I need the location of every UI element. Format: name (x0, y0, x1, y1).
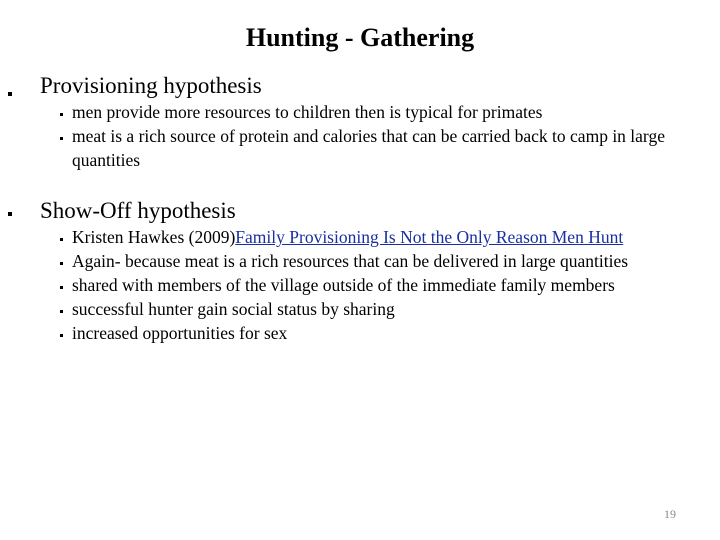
slide-title: Hunting - Gathering (245, 23, 475, 52)
item-bullet (60, 238, 63, 241)
list-item: meat is a rich source of protein and calories that can be carried back to camp in large quantities (72, 126, 665, 170)
citation-author: Kristen Hawkes (2009) (72, 227, 236, 247)
page-number: 19 (664, 507, 676, 521)
list-item: successful hunter gain social status by sharing (72, 299, 395, 319)
section-bullet (8, 92, 12, 96)
item-bullet (60, 113, 63, 116)
item-bullet (60, 262, 63, 265)
section-heading-provisioning: Provisioning hypothesis (40, 73, 262, 98)
item-bullet (60, 286, 63, 289)
item-bullet (60, 334, 63, 337)
list-item: increased opportunities for sex (72, 323, 288, 343)
section-bullet (8, 212, 12, 216)
item-bullet (60, 137, 63, 140)
list-item: shared with members of the village outside of the immediate family members (72, 275, 615, 295)
list-item-citation (72, 225, 712, 249)
item-bullet (60, 310, 63, 313)
citation-link[interactable]: Family Provisioning Is Not the Only Reason Men Hunt (235, 227, 624, 247)
list-item: Again- because meat is a rich resources that can be delivered in large quantities (72, 251, 629, 271)
list-item: men provide more resources to children then is typical for primates (72, 102, 543, 122)
section-heading-show-off: Show-Off hypothesis (40, 198, 236, 223)
